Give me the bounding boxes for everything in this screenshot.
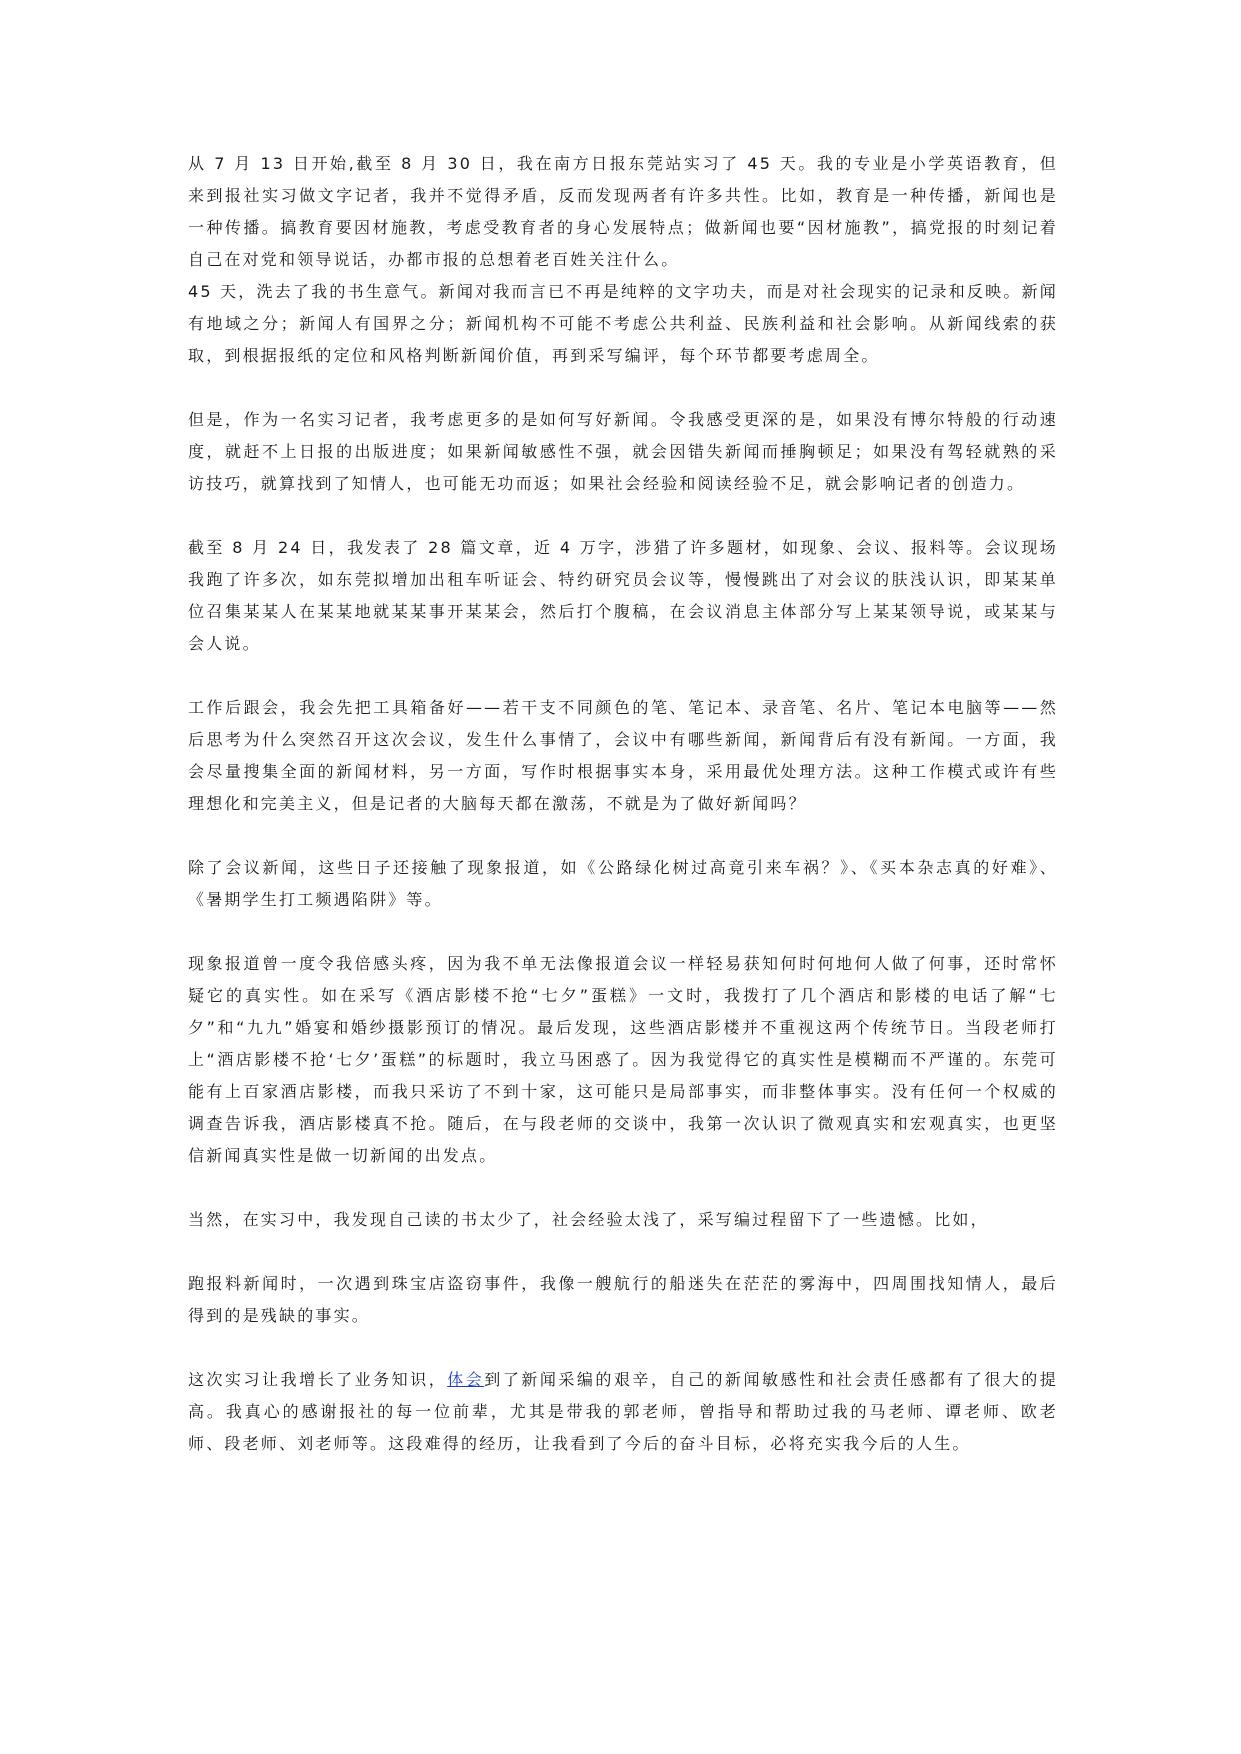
paragraph-10-start: 这次实习让我增长了业务知识， bbox=[188, 1370, 448, 1389]
paragraph-4: 截至 8 月 24 日，我发表了 28 篇文章，近 4 万字，涉猎了许多题材，如现象、会议、报料等。会议现场我跑了许多次，如东莞拟增加出租车听证会、特约研究员会议等，慢慢跳出了对会议的肤浅认识，即某某单位召集某某人在某某地就某某事开某某会，然后打个腹稿，在会议消息主体部分写上某某领导说，或某某与会人说。 bbox=[188, 538, 1058, 653]
paragraph-10-end: 到了新闻采编的艰辛，自己的新闻敏感性和社会责任感都有了很大的提高。我真心的感谢报社的每一位前辈，尤其是带我的郭老师，曾指导和帮助过我的马老师、谭老师、欧老师、段老师、刘老师等。这段难得的经历，让我看到了今后的奋斗目标，必将充实我今后的人生。 bbox=[188, 1370, 1059, 1453]
paragraph-gap bbox=[188, 820, 1058, 852]
paragraph-2: 45 天，洗去了我的书生意气。新闻对我而言已不再是纯粹的文字功夫，而是对社会现实的记录和反映。新闻有地域之分；新闻人有国界之分；新闻机构不可能不考虑公共利益、民族利益和社会影响。从新闻线索的获取，到根据报纸的定位和风格判断新闻价值，再到采写编评，每个环节都要考虑周全。 bbox=[188, 282, 1058, 365]
paragraph-6: 除了会议新闻，这些日子还接触了现象报道，如《公路绿化树过高竟引来车祸？》、《买本杂志真的好难》、《暑期学生打工频遇陷阱》等。 bbox=[188, 858, 1058, 909]
paragraph-gap bbox=[188, 1332, 1058, 1364]
paragraph-gap bbox=[188, 1172, 1058, 1204]
paragraph-1: 从 7 月 13 日开始,截至 8 月 30 日，我在南方日报东莞站实习了 45 天。我的专业是小学英语教育，但来到报社实习做文字记者，我并不觉得矛盾，反而发现两者有许多共性。比如，教育是一种传播，新闻也是一种传播。搞教育要因材施教，考虑受教育者的身心发展特点；做新闻也要“因材施教”，搞党报的时刻记着自己在对党和领导说话，办都市报的总想着老百姓关注什么。 bbox=[188, 154, 1058, 269]
paragraph-gap bbox=[188, 500, 1058, 532]
paragraph-7: 现象报道曾一度令我倍感头疼，因为我不单无法像报道会议一样轻易获知何时何地何人做了何事，还时常怀疑它的真实性。如在采写《酒店影楼不抢“七夕”蛋糕》一文时，我拨打了几个酒店和影楼的电话了解“七夕”和“九九”婚宴和婚纱摄影预订的情况。最后发现，这些酒店影楼并不重视这两个传统节日。当段老师打上“酒店影楼不抢‘七夕’蛋糕”的标题时，我立马困惑了。因为我觉得它的真实性是模糊而不严谨的。东莞可能有上百家酒店影楼，而我只采访了不到十家，这可能只是局部事实，而非整体事实。没有任何一个权威的调查告诉我，酒店影楼真不抢。随后，在与段老师的交谈中，我第一次认识了微观真实和宏观真实，也更坚信新闻真实性是做一切新闻的出发点。 bbox=[188, 954, 1058, 1165]
paragraph-5: 工作后跟会，我会先把工具箱备好——若干支不同颜色的笔、笔记本、录音笔、名片、笔记本电脑等——然后思考为什么突然召开这次会议，发生什么事情了，会议中有哪些新闻，新闻背后有没有新闻。一方面，我会尽量搜集全面的新闻材料，另一方面，写作时根据事实本身，采用最优处理方法。这种工作模式或许有些理想化和完美主义，但是记者的大脑每天都在激荡，不就是为了做好新闻吗？ bbox=[188, 698, 1058, 813]
paragraph-gap bbox=[188, 916, 1058, 948]
tihui-link[interactable]: 体会 bbox=[447, 1370, 485, 1389]
paragraph-3: 但是，作为一名实习记者，我考虑更多的是如何写好新闻。令我感受更深的是，如果没有博尔特般的行动速度，就赶不上日报的出版进度；如果新闻敏感性不强，就会因错失新闻而捶胸顿足；如果没有驾轻就熟的采访技巧，就算找到了知情人，也可能无功而返；如果社会经验和阅读经验不足，就会影响记者的创造力。 bbox=[188, 410, 1058, 493]
paragraph-8: 当然，在实习中，我发现自己读的书太少了，社会经验太浅了，采写编过程留下了一些遗憾。比如， bbox=[188, 1210, 989, 1229]
paragraph-9: 跑报料新闻时，一次遇到珠宝店盗窃事件，我像一艘航行的船迷失在茫茫的雾海中，四周围找知情人，最后得到的是残缺的事实。 bbox=[188, 1274, 1058, 1325]
paragraph-gap bbox=[188, 372, 1058, 404]
paragraph-gap bbox=[188, 1236, 1058, 1268]
paragraph-10 bbox=[188, 1364, 1058, 1460]
paragraph-gap bbox=[188, 660, 1058, 692]
document-body bbox=[188, 148, 1058, 1460]
